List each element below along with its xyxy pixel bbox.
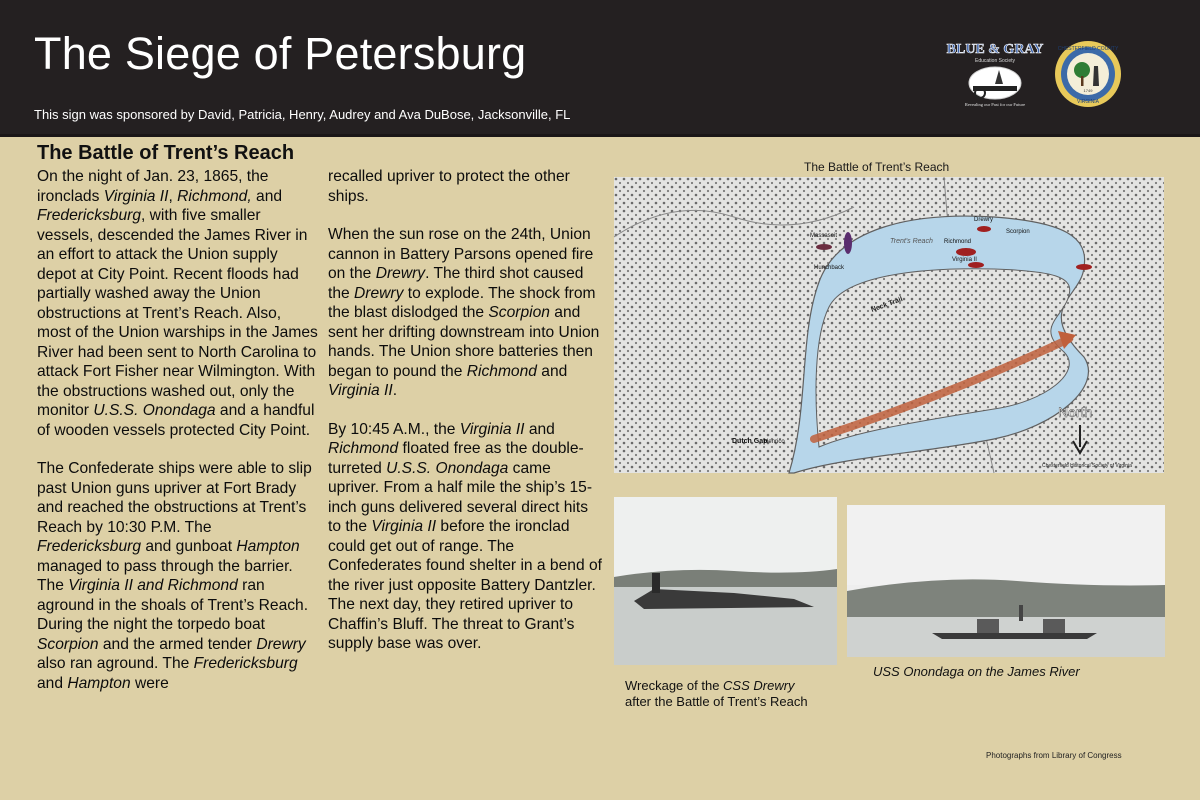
ship-name: Drewry — [256, 635, 306, 653]
text-run: , — [168, 187, 178, 205]
battle-map — [614, 177, 1164, 473]
text-run: When the sun rose on the 24th, Union cannon in Battery Parsons opened fire on the — [328, 226, 594, 282]
ship-name: U.S.S. Onondaga — [93, 402, 216, 419]
text-run: and gunboat — [141, 538, 237, 555]
neck-trail-label: Neck Trail — [870, 295, 904, 314]
caption-text: after the Battle of Trent’s Reach — [625, 694, 808, 709]
virginia-label: Virginia II — [952, 257, 977, 263]
map-caption: The Battle of Trent’s Reach — [804, 160, 950, 174]
text-run: and — [37, 674, 68, 692]
massasoit-label: Massasoit — [810, 233, 838, 239]
photo-sky — [614, 497, 837, 577]
blue-gray-logo — [946, 38, 1044, 108]
logo-subtitle-text: Education Society — [974, 58, 1016, 64]
ship-marker — [977, 226, 991, 232]
drewry-photo-drawing — [614, 497, 837, 665]
paragraph — [328, 225, 604, 401]
scorpion-label: Scorpion — [1006, 229, 1030, 235]
logo-badge-shape — [969, 67, 1021, 99]
paragraph — [328, 167, 604, 206]
ship-name: Drewry — [354, 284, 404, 302]
text-run: ran aground in the shoals of Trent’s Reach. During the night the torpedo boat — [37, 577, 309, 633]
text-run: . — [392, 382, 398, 399]
turret-shape — [1043, 619, 1065, 633]
seal-year-text: 1749 — [1083, 88, 1093, 93]
ship-name: Virginia II — [103, 187, 169, 205]
text-run: floated free as the double-turreted — [328, 440, 584, 477]
seal-top-text: CHESTERFIELD COUNTY — [1057, 46, 1119, 52]
caption-ship-name: CSS Drewry — [723, 678, 795, 693]
turret-shape — [977, 619, 999, 633]
wreck-stack-shape — [652, 573, 660, 593]
sponsor-line: This sign was sponsored by David, Patricia, Henry, Audrey and Ava DuBose, Jacksonville, FL — [34, 107, 571, 122]
text-run: and — [524, 420, 555, 438]
ship-name: Richmond — [328, 440, 399, 457]
ship-name: Virginia II — [459, 420, 525, 438]
ship-marker — [844, 232, 852, 254]
text-run: managed to pass through the barrier. The — [37, 557, 293, 594]
drewry-caption — [625, 678, 808, 710]
ship-name: Richmond, — [177, 187, 252, 205]
map-drawing — [614, 177, 1164, 473]
stack-shape — [1019, 605, 1023, 621]
text-run: recalled upriver to protect the other ships. — [328, 168, 570, 205]
ship-name: Fredericksburg — [37, 207, 141, 224]
text-run: and — [536, 362, 568, 380]
seal-figure-shape — [1093, 66, 1099, 86]
photo-credit: Photographs from Library of Congress — [986, 751, 1122, 760]
ship-name: Fredericksburg — [37, 538, 141, 555]
seal-trunk-shape — [1081, 76, 1084, 86]
ship-name: Fredericksburg — [193, 655, 298, 672]
ship-name: Richmond — [466, 362, 537, 380]
text-run: and sent her drifting downstream into Union hands. The Union shore batteries then began to pound the — [328, 304, 600, 380]
ship-name: Virginia II — [328, 382, 393, 399]
seal-bottom-text: VIRGINIA — [1077, 99, 1099, 105]
text-run: before the ironclad could get out of range. The Confederates found shelter in a bend of the river just opposite Battery Dantzler. The next day, they retired upriver to Chaffin’s Bluff. The threat to Grant’s supply base was over. — [328, 518, 602, 652]
drewry-wreck-photo — [614, 497, 837, 665]
seal-tree-shape — [1074, 62, 1090, 78]
text-run: and — [251, 187, 283, 205]
photo-sky — [847, 505, 1165, 585]
text-run: The Confederate ships were able to slip past Union guns upriver at Fort Brady and reached the obstructions at Trent’s Reach by 10:30 P.M. The — [37, 460, 312, 536]
map-credit: Chesterfield Historical Society of Virginia — [1042, 463, 1132, 469]
caption-text: Wreckage of the — [625, 678, 724, 693]
ship-marker — [1076, 264, 1092, 270]
onondaga-photo-drawing — [847, 505, 1165, 657]
section-title: The Battle of Trent’s Reach — [37, 142, 295, 164]
ship-name: Scorpion — [488, 304, 550, 321]
text-run: . The third shot caused the — [328, 265, 584, 302]
text-run: were — [130, 674, 169, 692]
ship-marker — [816, 244, 832, 250]
henrico-label: Henrico — [764, 439, 785, 445]
text-run: to explode. The shock from the blast dislodged the — [328, 284, 596, 321]
dutch-gap-label: Dutch Gap — [732, 438, 768, 445]
paragraph — [328, 420, 604, 654]
text-run: On the night of Jan. 23, 1865, the ironclads — [37, 168, 269, 205]
ship-name: Hampton — [67, 674, 131, 692]
ship-name: U.S.S. Onondaga — [386, 459, 509, 477]
chesterfield-seal-logo — [1054, 40, 1122, 108]
text-run: and a handful of wooden vessels protected City Point. — [37, 402, 315, 439]
ship-name: Hampton — [236, 538, 300, 555]
ship-marker — [956, 248, 976, 256]
monitor-hull-shape — [932, 633, 1097, 639]
logo-title-text: BLUE & GRAY — [946, 42, 1044, 57]
drewry-label: Drewry — [974, 217, 993, 223]
text-column-left — [37, 167, 319, 712]
ship-name: Virginia II and Richmond — [68, 577, 238, 594]
text-run: and the armed tender — [98, 635, 257, 653]
text-column-middle — [328, 167, 604, 673]
text-run: , with five smaller vessels, descended the James River in an effort to attack the Union supply depot at City Point. Recent floods had partially washed away the Union obstructions at Trent’s Reach. Also, most of the Union warships in the James River had been sent to North Carolina to attack Fort Fisher near Wilmington. With the obstructions washed out, only the monitor — [37, 207, 318, 419]
text-run: By 10:45 A.M., the — [328, 420, 460, 438]
logo-motto-text: Revealing our Past for our Future — [964, 102, 1026, 107]
ship-name: Scorpion — [37, 635, 99, 653]
ship-name: Drewry — [375, 265, 426, 282]
text-run: also ran aground. The — [37, 655, 194, 672]
north-label: North — [1058, 404, 1093, 420]
richmond-label: Richmond — [944, 239, 972, 245]
ship-name: Virginia II — [371, 518, 437, 535]
trents-reach-label: Trent's Reach — [890, 238, 933, 245]
text-run: came upriver. From a half mile the ship’s 15-inch guns delivered several direct hits to the — [328, 459, 593, 535]
onondaga-caption: USS Onondaga on the James River — [873, 664, 1080, 679]
paragraph — [37, 167, 319, 440]
page-title: The Siege of Petersburg — [34, 28, 527, 79]
paragraph — [37, 459, 319, 693]
onondaga-photo — [847, 505, 1165, 657]
hunchback-label: Hunchback — [814, 265, 845, 271]
header-banner — [0, 0, 1200, 137]
photo-far-shore — [847, 579, 1165, 619]
